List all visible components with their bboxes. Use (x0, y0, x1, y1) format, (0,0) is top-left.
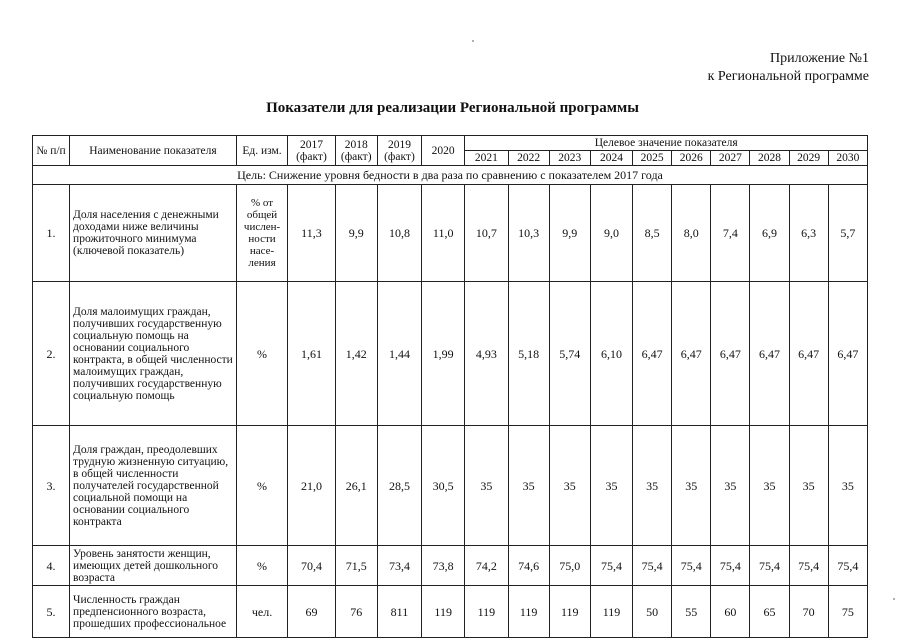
goal-row (33, 166, 868, 185)
value-cell: 35 (750, 426, 789, 546)
value-cell: 75 (828, 586, 867, 638)
unit-cell: % (236, 282, 287, 426)
value-cell: 30,5 (422, 426, 465, 546)
row-number: 4. (33, 546, 70, 586)
value-cell: 5,18 (508, 282, 549, 426)
value-cell: 9,9 (335, 185, 377, 282)
table-row (33, 586, 868, 638)
appendix-reference: к Региональной программе (707, 69, 869, 84)
value-cell: 119 (590, 586, 632, 638)
row-number: 1. (33, 185, 70, 282)
value-cell: 6,9 (750, 185, 789, 282)
value-cell: 10,8 (377, 185, 421, 282)
table-row (33, 426, 868, 546)
unit-cell: чел. (236, 586, 287, 638)
value-cell: 1,42 (335, 282, 377, 426)
value-cell: 10,3 (508, 185, 549, 282)
value-cell: 6,10 (590, 282, 632, 426)
value-cell: 35 (633, 426, 672, 546)
value-cell: 21,0 (288, 426, 335, 546)
value-cell: 4,93 (465, 282, 508, 426)
value-cell: 119 (549, 586, 590, 638)
value-cell: 6,47 (789, 282, 828, 426)
appendix-number: Приложение №1 (770, 51, 869, 66)
value-cell: 55 (672, 586, 711, 638)
col-year-header: 2019 (факт) (377, 136, 421, 166)
col-unit-header: Ед. изм. (236, 136, 287, 166)
value-cell: 28,5 (377, 426, 421, 546)
table-row (33, 185, 868, 282)
row-number: 5. (33, 586, 70, 638)
value-cell: 26,1 (335, 426, 377, 546)
value-cell: 69 (288, 586, 335, 638)
indicator-name: Доля малоимущих граждан, получивших государственную социальную помощь на основании социального контракта, в общей численности малоимущих граждан, получивших государственную социальную помощь (70, 282, 237, 426)
value-cell: 811 (377, 586, 421, 638)
value-cell: 35 (590, 426, 632, 546)
value-cell: 6,47 (750, 282, 789, 426)
value-cell: 75,4 (750, 546, 789, 586)
value-cell: 71,5 (335, 546, 377, 586)
document-title: Показатели для реализации Региональной программы (266, 100, 639, 116)
value-cell: 119 (422, 586, 465, 638)
value-cell: 75,4 (633, 546, 672, 586)
target-year-header: 2021 (465, 151, 508, 166)
value-cell: 75,4 (828, 546, 867, 586)
unit-cell: % (236, 426, 287, 546)
unit-cell: % от общей числен-ности насе-ления (236, 185, 287, 282)
value-cell: 73,4 (377, 546, 421, 586)
value-cell: 1,61 (288, 282, 335, 426)
scan-speck (893, 598, 895, 600)
value-cell: 50 (633, 586, 672, 638)
value-cell: 119 (508, 586, 549, 638)
value-cell: 35 (672, 426, 711, 546)
value-cell: 75,4 (711, 546, 750, 586)
unit-cell: % (236, 546, 287, 586)
value-cell: 1,44 (377, 282, 421, 426)
target-year-header: 2022 (508, 151, 549, 166)
col-year-header: 2017 (факт) (288, 136, 335, 166)
value-cell: 6,47 (672, 282, 711, 426)
value-cell: 1,99 (422, 282, 465, 426)
goal-text: Цель: Снижение уровня бедности в два раза по сравнению с показателем 2017 года (33, 166, 868, 185)
row-number: 2. (33, 282, 70, 426)
value-cell: 75,0 (549, 546, 590, 586)
col-year-header: 2018 (факт) (335, 136, 377, 166)
target-year-header: 2027 (711, 151, 750, 166)
value-cell: 9,0 (590, 185, 632, 282)
value-cell: 35 (549, 426, 590, 546)
value-cell: 75,4 (672, 546, 711, 586)
target-year-header: 2025 (633, 151, 672, 166)
value-cell: 75,4 (590, 546, 632, 586)
value-cell: 70 (789, 586, 828, 638)
indicators-table (32, 135, 868, 638)
value-cell: 76 (335, 586, 377, 638)
value-cell: 8,0 (672, 185, 711, 282)
value-cell: 6,3 (789, 185, 828, 282)
value-cell: 75,4 (789, 546, 828, 586)
table-row (33, 282, 868, 426)
col-year-header: 2020 (422, 136, 465, 166)
value-cell: 11,0 (422, 185, 465, 282)
value-cell: 9,9 (549, 185, 590, 282)
indicator-name: Уровень занятости женщин, имеющих детей дошкольного возраста (70, 546, 237, 586)
target-year-header: 2023 (549, 151, 590, 166)
target-year-header: 2028 (750, 151, 789, 166)
value-cell: 8,5 (633, 185, 672, 282)
target-year-header: 2024 (590, 151, 632, 166)
value-cell: 35 (828, 426, 867, 546)
value-cell: 70,4 (288, 546, 335, 586)
target-year-header: 2030 (828, 151, 867, 166)
target-year-header: 2029 (789, 151, 828, 166)
value-cell: 74,6 (508, 546, 549, 586)
value-cell: 35 (465, 426, 508, 546)
value-cell: 11,3 (288, 185, 335, 282)
header-row-1 (33, 136, 868, 151)
value-cell: 6,47 (828, 282, 867, 426)
indicator-name: Доля населения с денежными доходами ниже величины прожиточного минимума (ключевой показатель) (70, 185, 237, 282)
value-cell: 6,47 (633, 282, 672, 426)
value-cell: 5,74 (549, 282, 590, 426)
value-cell: 6,47 (711, 282, 750, 426)
indicator-name: Доля граждан, преодолевших трудную жизненную ситуацию, в общей численности получателей государственной социальной помощи на основании социального контракта (70, 426, 237, 546)
value-cell: 7,4 (711, 185, 750, 282)
table-row (33, 546, 868, 586)
scan-speck (472, 40, 474, 42)
value-cell: 5,7 (828, 185, 867, 282)
value-cell: 73,8 (422, 546, 465, 586)
value-cell: 119 (465, 586, 508, 638)
indicator-name: Численность граждан предпенсионного возраста, прошедших профессиональное (70, 586, 237, 638)
value-cell: 60 (711, 586, 750, 638)
row-number: 3. (33, 426, 70, 546)
value-cell: 35 (789, 426, 828, 546)
appendix-note (708, 50, 869, 86)
target-year-header: 2026 (672, 151, 711, 166)
col-number-header: № п/п (33, 136, 70, 166)
value-cell: 35 (711, 426, 750, 546)
col-name-header: Наименование показателя (70, 136, 237, 166)
value-cell: 35 (508, 426, 549, 546)
value-cell: 74,2 (465, 546, 508, 586)
value-cell: 10,7 (465, 185, 508, 282)
target-value-header: Целевое значение показателя (465, 136, 868, 151)
value-cell: 65 (750, 586, 789, 638)
